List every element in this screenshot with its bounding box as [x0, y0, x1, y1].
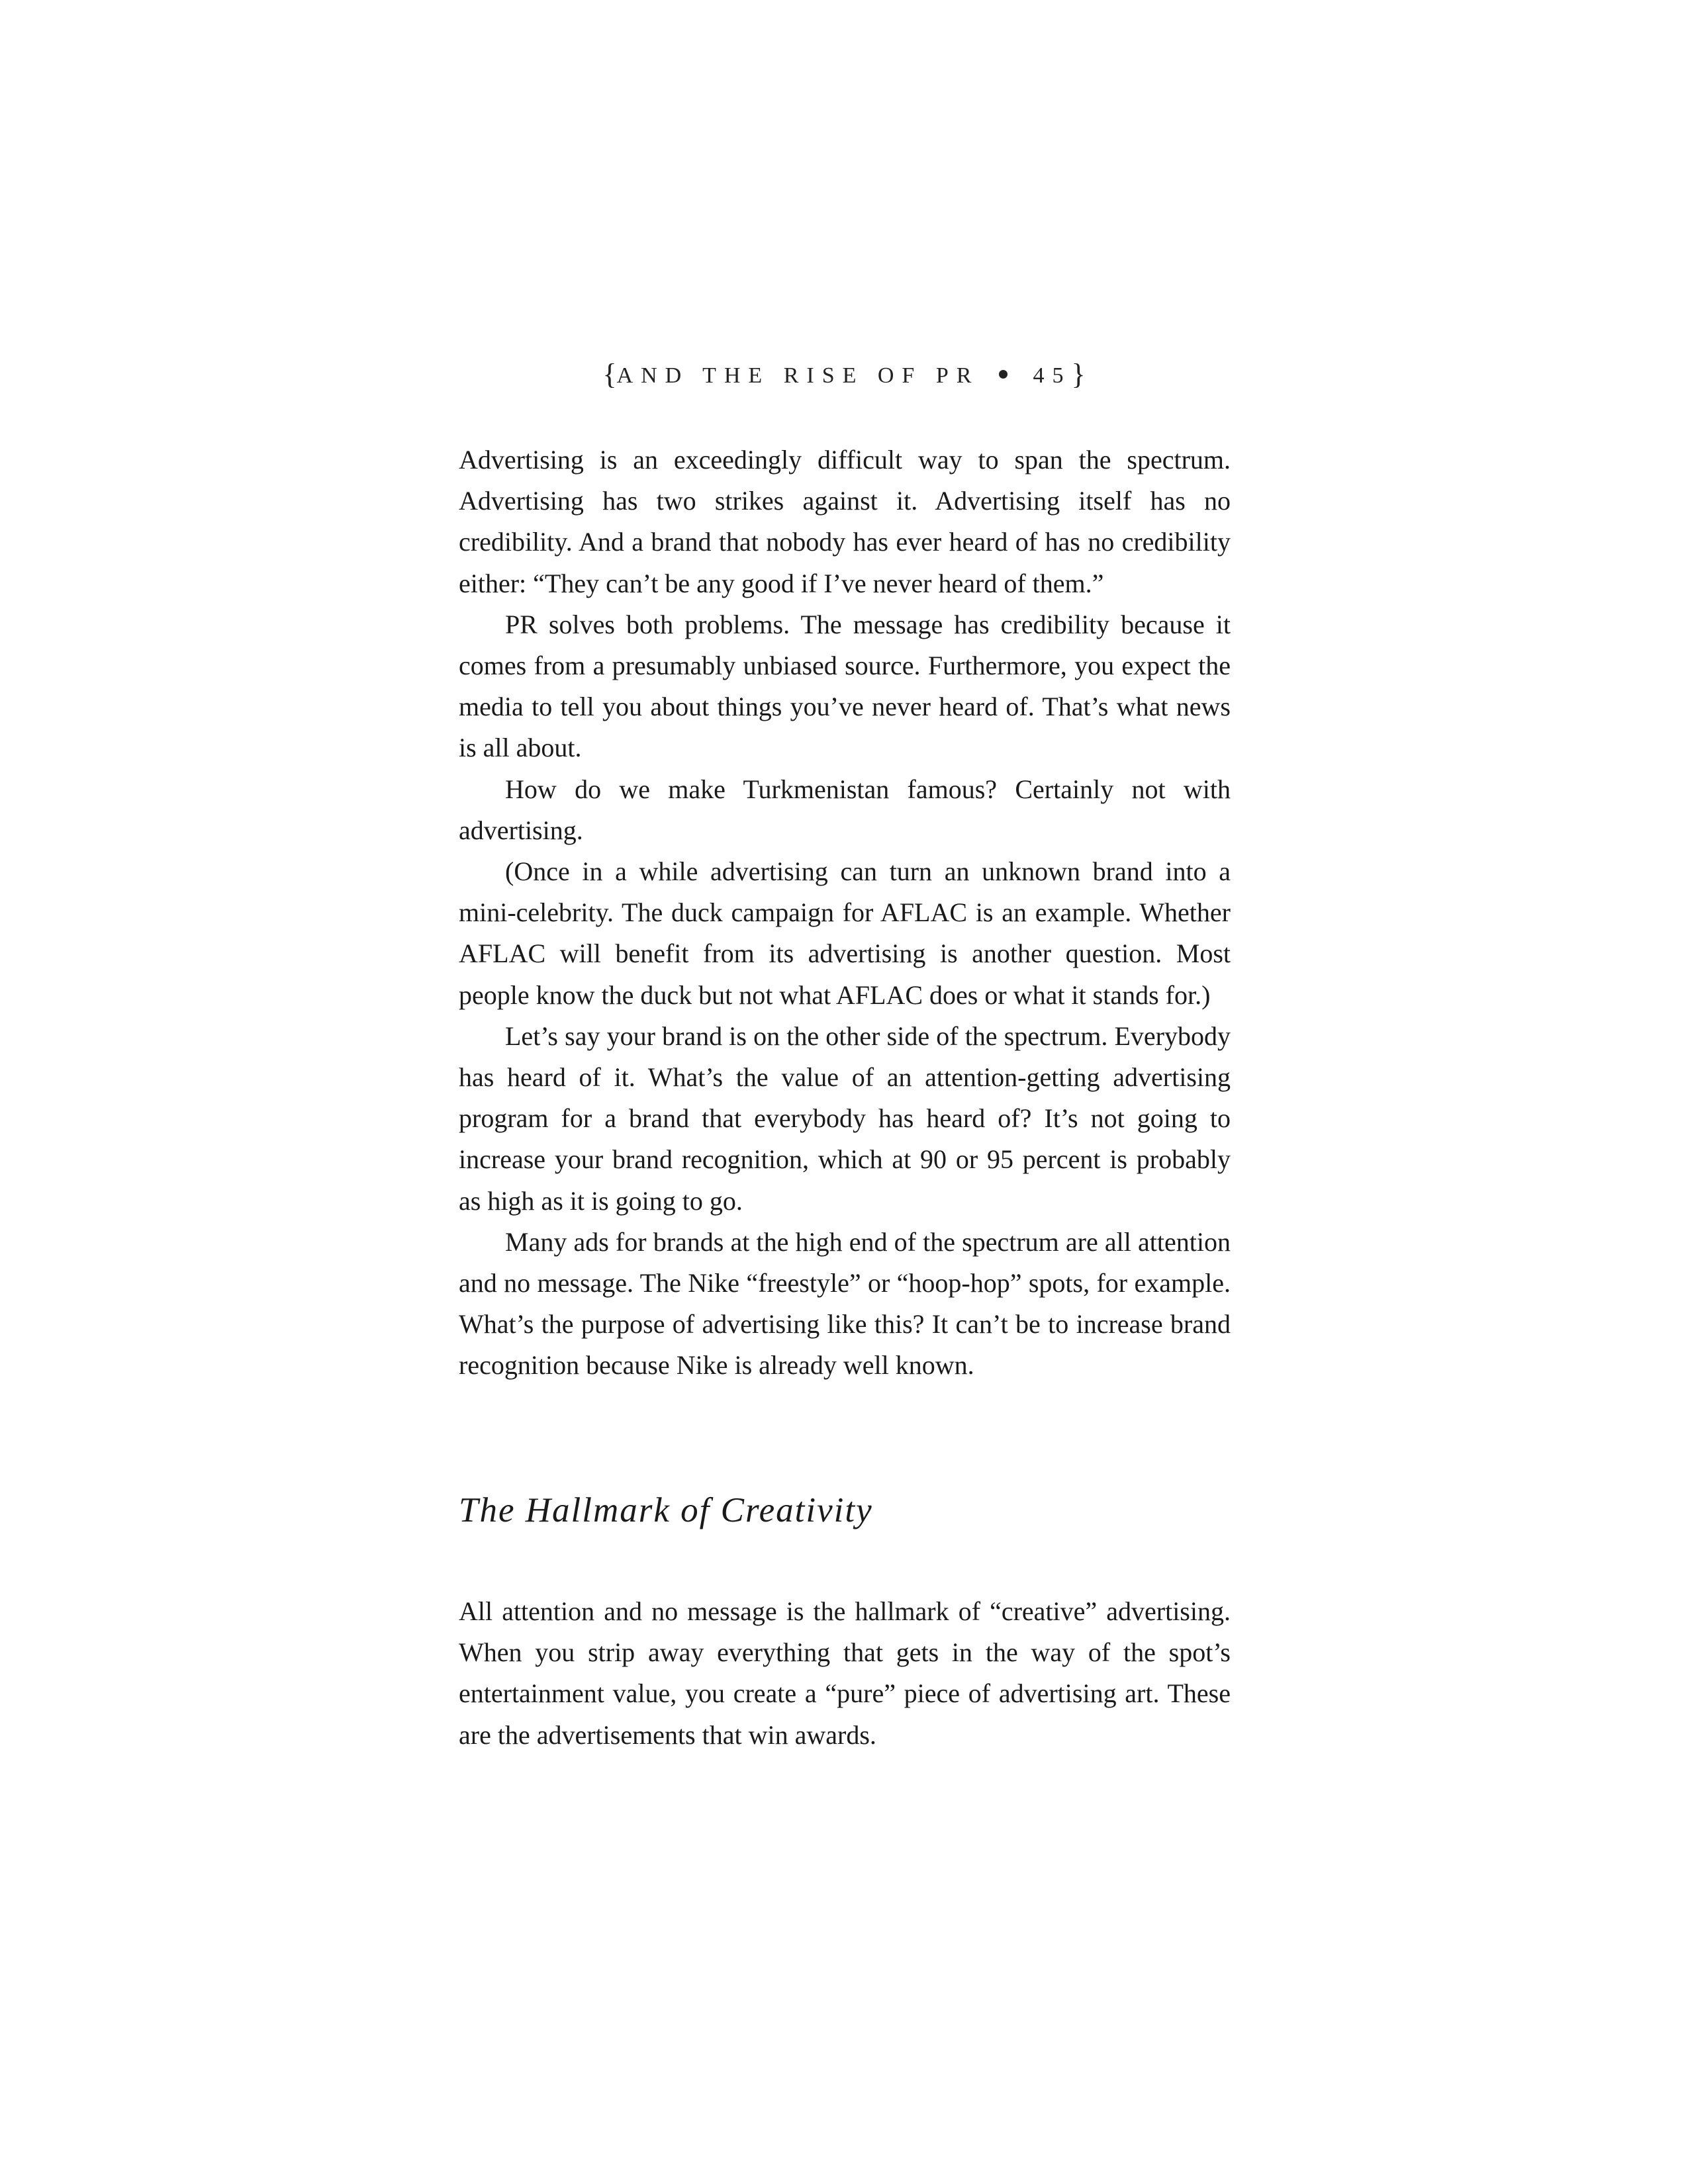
paragraph: Many ads for brands at the high end of the spectrum are all attention and no message. The Nike “freestyle” or “hoop-hop” spots, for example. What’s the purpose of advertising like this? It can’t be to increase brand recognition because Nike is already well known.: [459, 1226, 1231, 1381]
running-head-bullet-icon: [999, 370, 1008, 379]
running-head: [0, 356, 1688, 390]
running-head-open-brace: {: [602, 358, 617, 390]
paragraph: How do we make Turkmenistan famous? Certainly not with advertising.: [459, 774, 1231, 845]
page-number: 45: [1033, 363, 1072, 388]
paragraph: PR solves both problems. The message has credibility because it comes from a presumably unbiased source. Furthermore, you expect the media to tell you about things you’ve never heard of. That’s what news is all about.: [459, 609, 1231, 763]
body-text: [459, 439, 1231, 1387]
paragraph: Advertising is an exceedingly difficult way to span the spectrum. Advertising has two strikes against it. Advertising itself has no credibility. And a brand that nobody has ever heard of has no credibility either: “They can’t be any good if I’ve never heard of them.”: [459, 445, 1231, 598]
running-head-close-brace: }: [1071, 358, 1086, 390]
paragraph: Let’s say your brand is on the other side of the spectrum. Everybody has heard of it. What’s the value of an attention-getting advertising program for a brand that everybody has heard of? It’s not going to increase your brand recognition, which at 90 or 95 percent is probably as high as it is going to go.: [459, 1021, 1231, 1216]
running-head-title: AND THE RISE OF PR: [616, 363, 980, 388]
paragraph: All attention and no message is the hallmark of “creative” advertising. When you strip away everything that gets in the way of the spot’s entertainment value, you create a “pure” piece of advertising art. These are the advertisements that win awards.: [459, 1596, 1231, 1750]
paragraph: (Once in a while advertising can turn an unknown brand into a mini-celebrity. The duck campaign for AFLAC is an example. Whether AFLAC will benefit from its advertising is another question. Most people know the duck but not what AFLAC does or what it stands for.): [459, 856, 1231, 1010]
section-body-text: [459, 1591, 1231, 1756]
section-heading: The Hallmark of Creativity: [459, 1491, 873, 1529]
